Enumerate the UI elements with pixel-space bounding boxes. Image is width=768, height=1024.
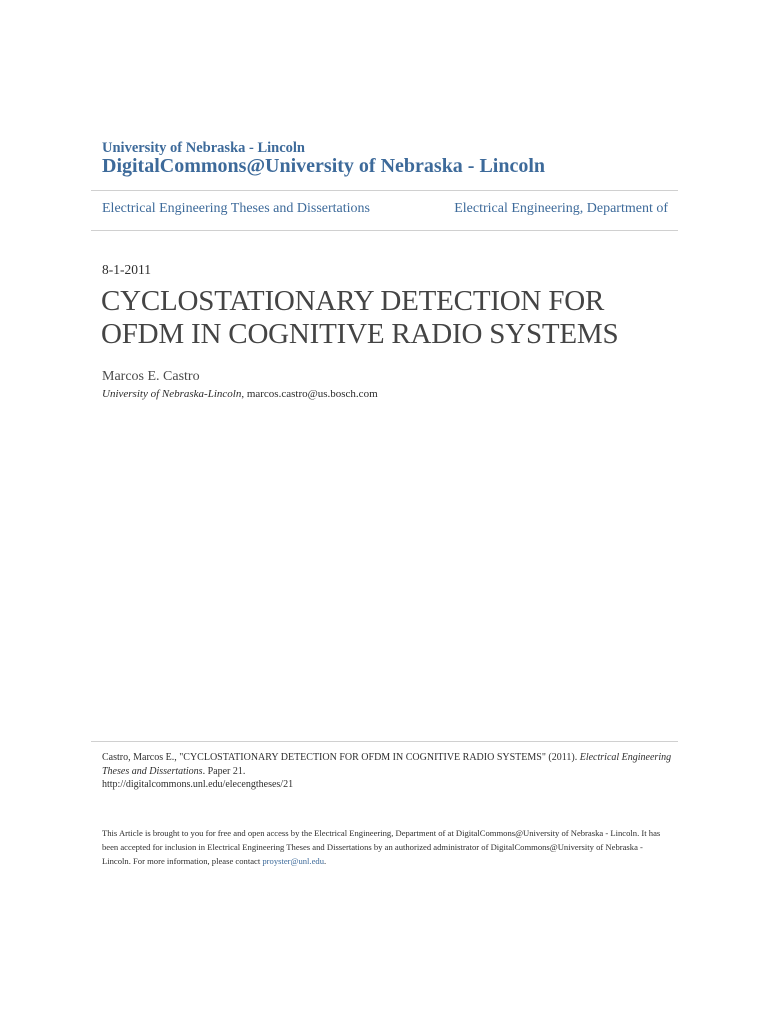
notice-text: This Article is brought to you for free and open access by the Electrical Engineering, Department of at DigitalCommons@University of Nebraska - Lincoln. It has been accepted for inclusion in Electrical Engineering Theses and Dissertations by an authorized administrator of DigitalCommons@University of Nebraska - Lincoln. For more information, please contact (102, 828, 661, 866)
publication-date: 8-1-2011 (102, 262, 151, 277)
author-affiliation (102, 388, 378, 400)
citation-divider (91, 741, 678, 742)
department-link[interactable]: Electrical Engineering, Department of (454, 201, 668, 216)
repository-link[interactable]: DigitalCommons@University of Nebraska - Lincoln (102, 155, 546, 177)
citation-paper: . Paper 21. (202, 765, 246, 777)
citation-series: Electrical Engineering Theses and Dissertations (102, 752, 672, 777)
title-line-1: CYCLOSTATIONARY DETECTION FOR (101, 285, 605, 317)
affiliation-name: University of Nebraska-Lincoln (102, 388, 242, 400)
nav-divider (91, 230, 678, 231)
citation-text: Castro, Marcos E., "CYCLOSTATIONARY DETECTION FOR OFDM IN COGNITIVE RADIO SYSTEMS" (2011). (102, 752, 580, 763)
affiliation-separator: , (241, 388, 247, 400)
author-name: Marcos E. Castro (102, 369, 200, 384)
citation-url[interactable]: http://digitalcommons.unl.edu/elecengtheses/21 (102, 779, 294, 790)
recommended-citation (102, 751, 672, 792)
collection-link[interactable]: Electrical Engineering Theses and Dissertations (102, 201, 370, 216)
access-notice (102, 826, 672, 868)
title-line-2: OFDM IN COGNITIVE RADIO SYSTEMS (101, 318, 619, 350)
article-title (101, 285, 681, 351)
notice-end: . (324, 856, 327, 866)
author-email: marcos.castro@us.bosch.com (246, 388, 378, 400)
university-link[interactable]: University of Nebraska - Lincoln (102, 140, 305, 156)
header-divider (91, 190, 678, 191)
contact-email-link[interactable]: proyster@unl.edu (262, 856, 324, 866)
